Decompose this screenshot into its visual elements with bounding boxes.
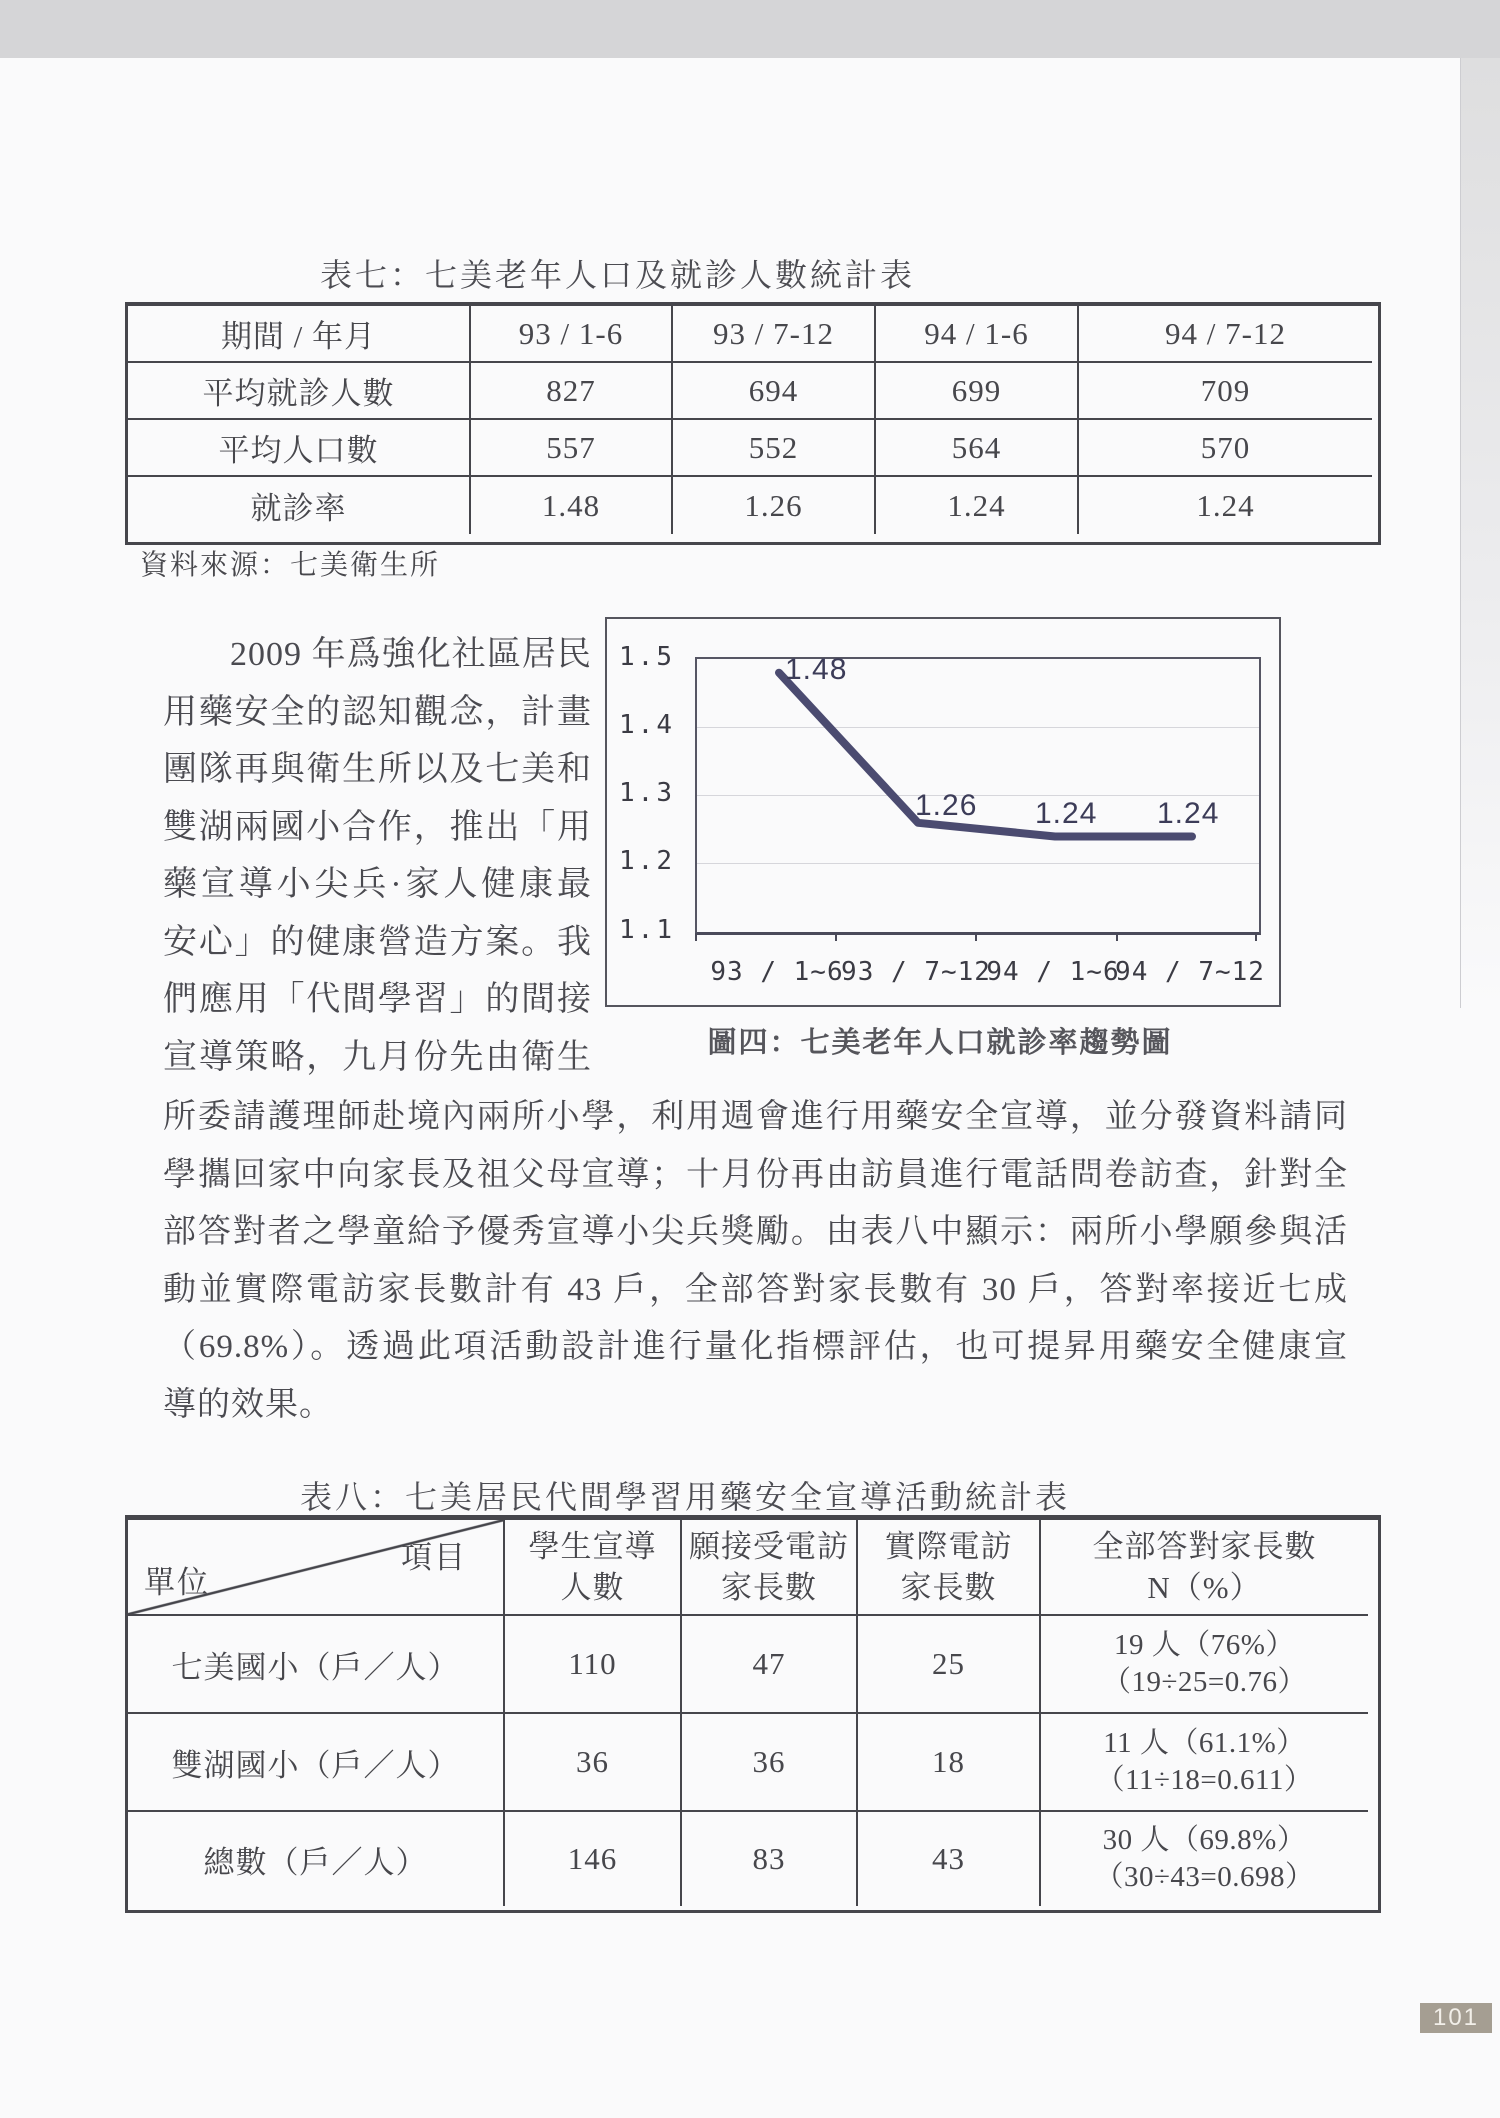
trend-line-svg: [697, 659, 1259, 932]
table8-result-cell: [1041, 1616, 1368, 1714]
table7-header-cell: 94 / 7-12: [1079, 306, 1372, 363]
table7-cell: 709: [1079, 363, 1372, 420]
x-axis-tick: [1255, 933, 1257, 941]
result-line: 19 人（76%）: [1114, 1629, 1295, 1661]
figure4-caption: 圖四：七美老年人口就診率趨勢圖: [707, 1027, 1173, 1059]
paragraph-line: 部答對者之學童給予優秀宣導小尖兵獎勵。由表八中顯示：兩所小學願參與活: [163, 1214, 1348, 1250]
table7-row-label: 平均就診人數: [128, 363, 471, 420]
table7-cell: 1.48: [471, 477, 673, 534]
data-label: 1.24: [1157, 797, 1220, 830]
table7-cell: 564: [876, 420, 1079, 477]
table8-cell: 25: [858, 1616, 1041, 1714]
paragraph-line: 用藥安全的認知觀念，計畫: [163, 693, 592, 731]
header-line: 願接受電訪: [689, 1529, 849, 1564]
table7: [125, 302, 1381, 545]
table8-header-cell: [858, 1520, 1041, 1616]
result-line: 11 人（61.1%）: [1103, 1727, 1306, 1759]
scan-edge-top: [0, 0, 1500, 58]
table8: [125, 1515, 1381, 1913]
table7-source-note: 資料來源：七美衛生所: [140, 550, 441, 581]
table7-header-cell: 93 / 7-12: [673, 306, 876, 363]
corner-label-item: 項目: [401, 1540, 467, 1575]
table7-header-cell: 94 / 1-6: [876, 306, 1079, 363]
figure4-line-chart: [605, 617, 1281, 1007]
table7-cell: 827: [471, 363, 673, 420]
table7-cell: 699: [876, 363, 1079, 420]
corner-label-unit: 單位: [144, 1565, 210, 1600]
table8-cell: 36: [682, 1714, 858, 1812]
data-label: 1.48: [785, 653, 848, 686]
table8-row-label: 雙湖國小（戶／人）: [128, 1714, 505, 1812]
result-line: （30÷43=0.698）: [1094, 1861, 1315, 1893]
table8-row-label: 總數（戶／人）: [128, 1812, 505, 1906]
paragraph-line: 2009 年爲強化社區居民: [230, 636, 592, 673]
table7-header-cell: 期間 / 年月: [128, 306, 471, 363]
paragraph-line: 宣導策略，九月份先由衛生: [163, 1038, 592, 1076]
table7-row-label: 平均人口數: [128, 420, 471, 477]
x-axis-tick: [835, 933, 837, 941]
x-axis-category-label: 94 / 7~12: [1115, 957, 1265, 987]
table7-cell: 557: [471, 420, 673, 477]
y-axis-tick-label: 1.2: [619, 846, 675, 876]
x-axis-category-label: 93 / 1~6: [710, 957, 844, 987]
table7-cell: 570: [1079, 420, 1372, 477]
table7-cell: 1.24: [876, 477, 1079, 534]
page-number-badge: 101: [1420, 2003, 1492, 2033]
header-line: 全部答對家長數: [1092, 1529, 1317, 1564]
paragraph-line: 們應用「代間學習」的間接: [163, 981, 592, 1018]
header-line: 學生宣導: [528, 1529, 657, 1564]
table8-header-cell: [1041, 1520, 1368, 1616]
paragraph-line: 學攜回家中向家長及祖父母宣導；十月份再由訪員進行電話問卷訪查，針對全: [163, 1156, 1348, 1193]
paragraph-line: 所委請護理師赴境內兩所小學，利用週會進行用藥安全宣導，並分發資料請同: [163, 1099, 1348, 1135]
table7-cell: 552: [673, 420, 876, 477]
table8-cell: 47: [682, 1616, 858, 1714]
table8-header-cell: [505, 1520, 682, 1616]
table7-title: 表七：七美老年人口及就診人數統計表: [320, 257, 916, 293]
table8-cell: 36: [505, 1714, 682, 1812]
x-axis-category-label: 93 / 7~12: [841, 957, 991, 987]
paragraph-line: 安心」的健康營造方案。我: [163, 923, 592, 961]
data-label: 1.24: [1035, 797, 1098, 830]
x-axis-category-label: 94 / 1~6: [986, 957, 1120, 987]
y-axis-tick-label: 1.1: [619, 915, 675, 945]
x-axis-tick: [695, 933, 697, 941]
paragraph-line: 動並實際電訪家長數計有 43 戶，全部答對家長數有 30 戶，答對率接近七成: [163, 1271, 1348, 1308]
plot-area: [695, 657, 1261, 935]
intro-paragraph: [163, 626, 592, 1086]
y-axis-tick-label: 1.5: [619, 642, 675, 672]
main-paragraph: [163, 1089, 1348, 1434]
table8-result-cell: [1041, 1812, 1368, 1906]
header-line: 實際電訪: [884, 1529, 1013, 1564]
paragraph-line: （69.8%）。透過此項活動設計進行量化指標評估，也可提昇用藥安全健康宣: [163, 1329, 1348, 1365]
table8-title: 表八：七美居民代間學習用藥安全宣導活動統計表: [300, 1479, 1071, 1515]
table8-cell: 18: [858, 1714, 1041, 1812]
table8-header-cell: [682, 1520, 858, 1616]
table7-cell: 1.24: [1196, 487, 1255, 523]
result-line: （11÷18=0.611）: [1095, 1764, 1314, 1796]
paragraph-line: 團隊再與衛生所以及七美和: [163, 751, 592, 788]
trend-polyline: [779, 673, 1192, 837]
result-line: 30 人（69.8%）: [1102, 1824, 1307, 1856]
table7-header-cell: 93 / 1-6: [471, 306, 673, 363]
y-axis-tick-label: 1.4: [619, 710, 675, 740]
x-axis-tick: [1116, 933, 1118, 941]
table8-cell: 43: [858, 1812, 1041, 1906]
result-line: （19÷25=0.76）: [1101, 1666, 1308, 1698]
paragraph-line: 藥宣導小尖兵·家人健康最: [163, 866, 592, 903]
scan-edge-right: [1460, 58, 1500, 1008]
table8-row-label: 七美國小（戶／人）: [128, 1616, 505, 1714]
paragraph-line: 導的效果。: [163, 1386, 333, 1423]
x-axis-tick: [975, 933, 977, 941]
paragraph-line: 雙湖兩國小合作，推出「用: [163, 808, 592, 846]
y-axis-tick-label: 1.3: [619, 778, 675, 808]
table8-cell: 83: [682, 1812, 858, 1906]
table8-cell: 110: [505, 1616, 682, 1714]
table8-cell: 146: [505, 1812, 682, 1906]
header-line: N（%）: [1147, 1570, 1262, 1605]
table8-corner-cell: [128, 1520, 505, 1616]
header-line: 家長數: [721, 1570, 817, 1605]
header-line: 家長數: [900, 1570, 997, 1605]
header-line: 人數: [560, 1570, 625, 1605]
table7-cell: 1.26: [673, 477, 876, 534]
data-label: 1.26: [915, 789, 978, 822]
table7-row-label: 就診率: [128, 477, 471, 534]
table8-result-cell: [1041, 1714, 1368, 1812]
table7-cell: 694: [673, 363, 876, 420]
